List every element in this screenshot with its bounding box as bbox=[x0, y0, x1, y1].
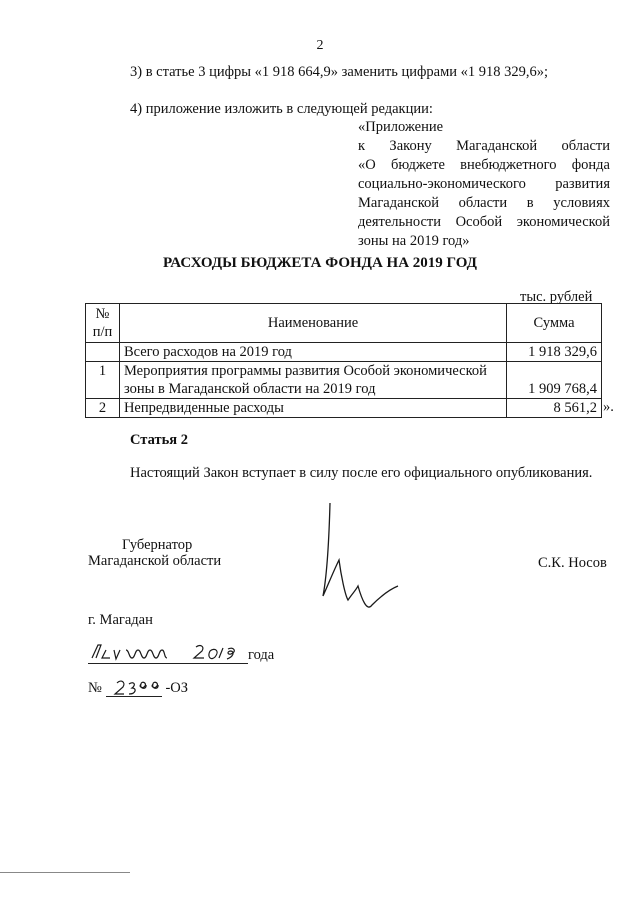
appendix-caption-line: социально-экономического развития bbox=[358, 176, 610, 192]
header-num-line1: № bbox=[95, 306, 110, 322]
date-suffix: года bbox=[248, 647, 275, 663]
article-title: Статья 2 bbox=[130, 432, 188, 448]
appendix-caption-line: Магаданской области в условиях bbox=[358, 195, 610, 211]
governor-signature bbox=[323, 503, 398, 607]
signer-name: С.К. Носов bbox=[538, 555, 607, 571]
row-name-line: зоны в Магаданской области на 2019 год bbox=[123, 381, 376, 397]
appendix-caption-line: зоны на 2019 год» bbox=[358, 233, 470, 249]
header-num-line2: п/п bbox=[92, 324, 113, 340]
row-num: 2 bbox=[86, 399, 120, 418]
article-text: Настоящий Закон вступает в силу после его официального опубликования. bbox=[130, 465, 593, 481]
law-number-suffix: -ОЗ bbox=[165, 680, 189, 696]
units-label: тыс. рублей bbox=[520, 289, 593, 305]
law-number-handwritten-field bbox=[106, 680, 162, 697]
place-of-signing: г. Магадан bbox=[88, 612, 153, 628]
header-sum: Сумма bbox=[507, 304, 602, 343]
page-number: 2 bbox=[316, 38, 324, 53]
governor-title-line2: Магаданской области bbox=[88, 553, 222, 569]
appendix-caption-line: «Приложение bbox=[358, 119, 444, 135]
table-closing-quote: ». bbox=[603, 399, 614, 415]
footer-rule bbox=[0, 872, 130, 873]
appendix-caption-line: к Закону Магаданской области bbox=[358, 138, 610, 154]
appendix-caption-line: деятельности Особой экономической bbox=[358, 214, 610, 230]
appendix-caption-line: «О бюджете внебюджетного фонда bbox=[358, 157, 610, 173]
row-name-line: Всего расходов на 2019 год bbox=[123, 344, 292, 360]
date-line bbox=[88, 647, 274, 664]
law-number-line bbox=[88, 680, 188, 697]
row-sum: 8 561,2 bbox=[507, 399, 602, 418]
row-name-line: Мероприятия программы развития Особой экономической bbox=[123, 363, 487, 379]
row-sum: 1 909 768,4 bbox=[507, 362, 602, 399]
amendment-item-3: 3) в статье 3 цифры «1 918 664,9» заменить цифрами «1 918 329,6»; bbox=[130, 64, 549, 80]
law-number-prefix: № bbox=[88, 680, 102, 696]
row-sum: 1 918 329,6 bbox=[507, 343, 602, 362]
row-name-line: Непредвиденные расходы bbox=[123, 400, 284, 416]
row-num: 1 bbox=[86, 362, 120, 399]
header-name: Наименование bbox=[119, 304, 506, 343]
amendment-item-4: 4) приложение изложить в следующей редакции: bbox=[130, 101, 433, 117]
date-handwritten-field bbox=[88, 647, 248, 664]
expenses-heading: РАСХОДЫ БЮДЖЕТА ФОНДА НА 2019 ГОД bbox=[163, 255, 477, 271]
governor-title-line1: Губернатор bbox=[122, 537, 193, 553]
